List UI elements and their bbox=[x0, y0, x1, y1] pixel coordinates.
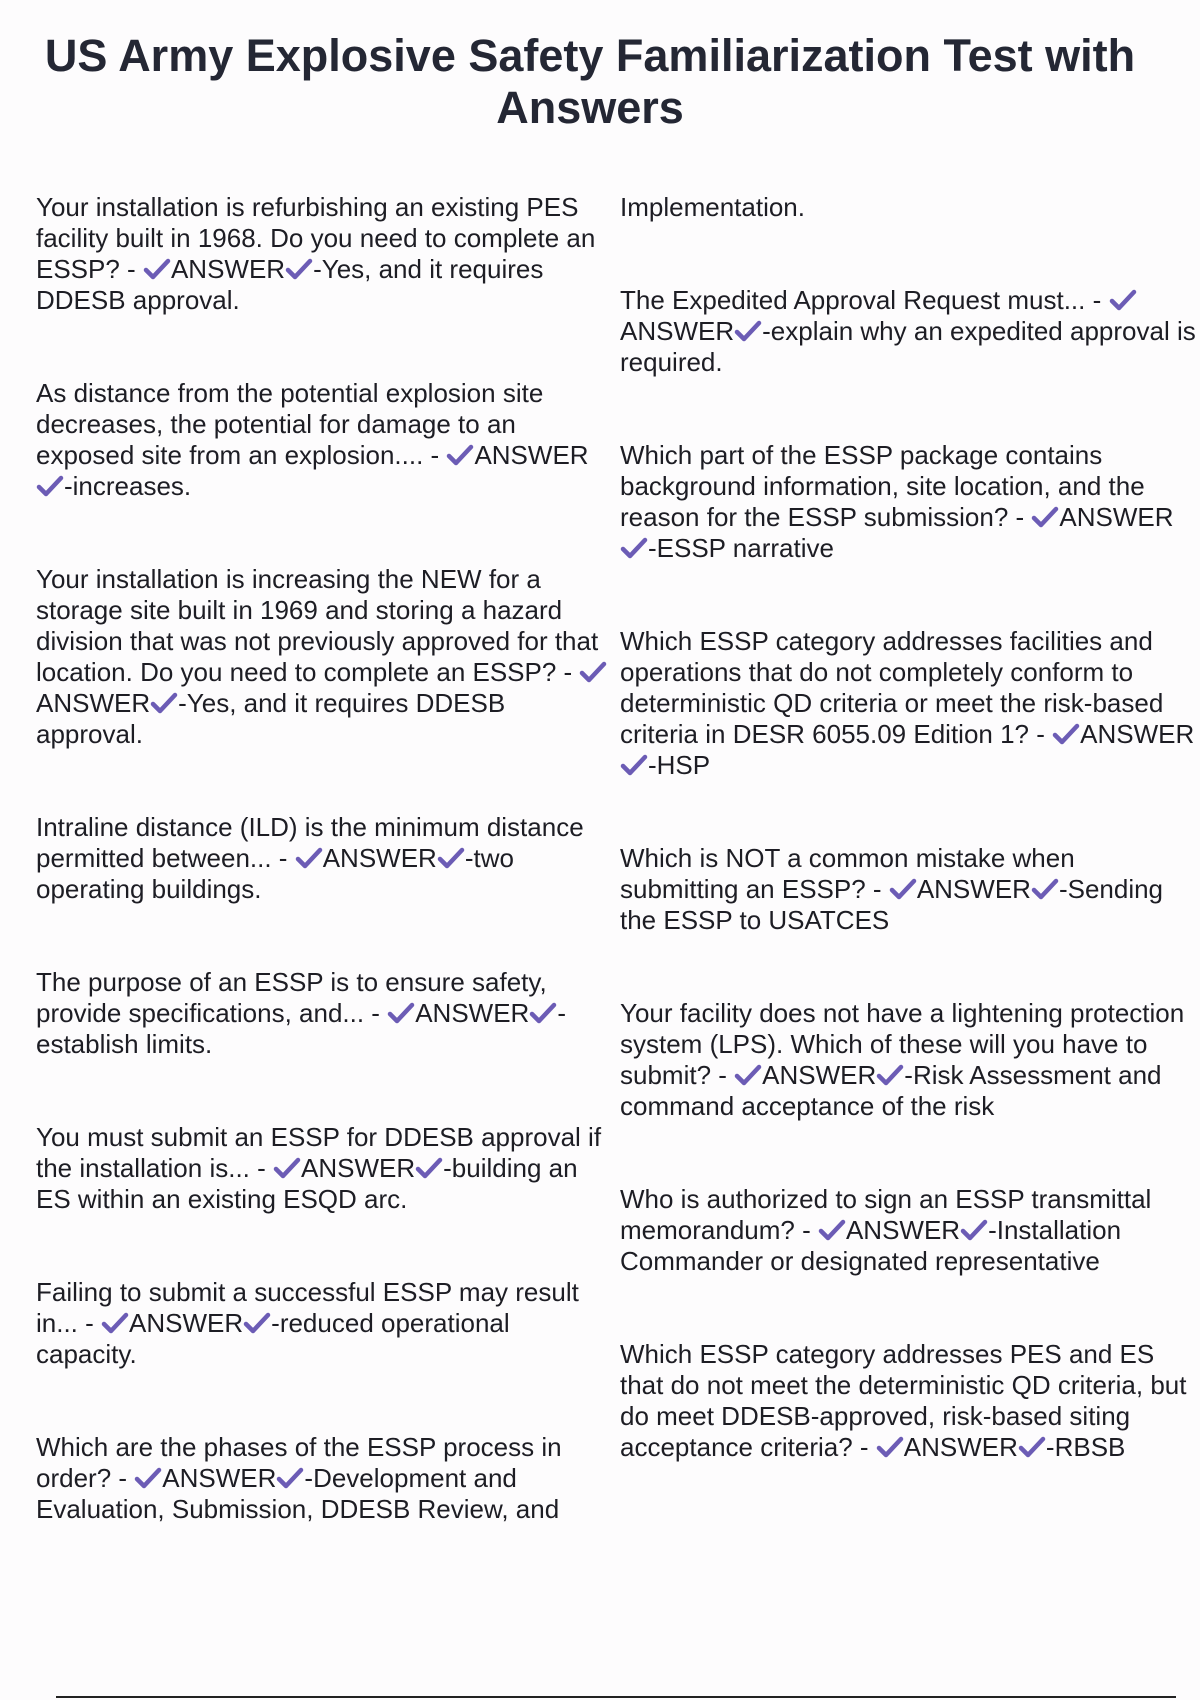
check-icon bbox=[960, 1219, 988, 1241]
question-text: The purpose of an ESSP is to ensure safety, provide specifications, and... - bbox=[36, 967, 547, 1028]
question-text: As distance from the potential explosion site decreases, the potential for damage to an exposed site from an explosion.... - bbox=[36, 378, 544, 470]
answer-label: ANSWER bbox=[415, 998, 530, 1028]
check-icon bbox=[1031, 506, 1059, 528]
check-icon bbox=[273, 1157, 301, 1179]
answer-text: -Yes, and it requires DDESB approval. bbox=[36, 688, 506, 749]
check-icon bbox=[620, 537, 648, 559]
qa-item bbox=[36, 564, 611, 750]
right-column bbox=[620, 192, 1196, 1525]
answer-text: -two operating buildings. bbox=[36, 843, 514, 904]
question-text: Who is authorized to sign an ESSP transmittal memorandum? - bbox=[620, 1184, 1152, 1245]
check-icon bbox=[243, 1312, 271, 1334]
answer-label: ANSWER bbox=[845, 1215, 961, 1245]
continuation-text: Implementation. bbox=[620, 192, 805, 222]
check-icon bbox=[734, 320, 762, 342]
answer-text: -explain why an expedited approval is required. bbox=[620, 316, 1196, 377]
qa-item bbox=[620, 285, 1196, 378]
page-title: US Army Explosive Safety Familiarization Test with Answers bbox=[44, 30, 1136, 133]
answer-text: -Yes, and it requires DDESB approval. bbox=[36, 254, 544, 315]
qa-item bbox=[36, 967, 611, 1060]
check-icon bbox=[620, 754, 648, 776]
answer-label: ANSWER bbox=[129, 1308, 244, 1338]
answer-label: ANSWER bbox=[162, 1463, 277, 1493]
left-column bbox=[36, 192, 611, 1587]
check-icon bbox=[387, 1002, 415, 1024]
qa-item bbox=[36, 1122, 611, 1215]
answer-label: ANSWER bbox=[36, 688, 151, 718]
check-icon bbox=[1052, 723, 1080, 745]
qa-item bbox=[620, 440, 1196, 564]
answer-text: -reduced operational capacity. bbox=[36, 1308, 510, 1369]
answer-text: -increases. bbox=[64, 471, 192, 501]
check-icon bbox=[889, 878, 917, 900]
question-text: Which ESSP category addresses PES and ES that do not meet the deterministic QD criteria, but do meet DDESB-approved, risk-based siting acceptance criteria? - bbox=[620, 1339, 1187, 1462]
answer-label: ANSWER bbox=[474, 440, 589, 470]
qa-item bbox=[36, 1277, 611, 1370]
check-icon bbox=[446, 444, 474, 466]
check-icon bbox=[415, 1157, 443, 1179]
answer-label: ANSWER bbox=[762, 1060, 877, 1090]
answer-label: ANSWER bbox=[903, 1432, 1018, 1462]
check-icon bbox=[1018, 1436, 1046, 1458]
answer-text: -RBSB bbox=[1045, 1432, 1126, 1462]
question-text: You must submit an ESSP for DDESB approval if the installation is... - bbox=[36, 1122, 602, 1183]
answer-label: ANSWER bbox=[916, 874, 1031, 904]
check-icon bbox=[734, 1064, 762, 1086]
check-icon bbox=[1031, 878, 1059, 900]
check-icon bbox=[101, 1312, 129, 1334]
answer-text: -building an ES within an existing ESQD arc. bbox=[36, 1153, 578, 1214]
question-text: The Expedited Approval Request must... - bbox=[620, 285, 1102, 315]
question-text: Failing to submit a successful ESSP may result in... - bbox=[36, 1277, 579, 1338]
check-icon bbox=[818, 1219, 846, 1241]
qa-item bbox=[36, 1432, 611, 1525]
answer-label: ANSWER bbox=[1059, 502, 1174, 532]
check-icon bbox=[437, 847, 465, 869]
footer-divider bbox=[56, 1696, 1176, 1698]
question-text: Your installation is increasing the NEW for a storage site built in 1969 and storing a hazard division that was not previously approved for that location. Do you need to complete an ESSP? - bbox=[36, 564, 599, 687]
check-icon bbox=[143, 258, 171, 280]
answer-text: -establish limits. bbox=[36, 998, 566, 1059]
answer-text: -Installation Commander or designated representative bbox=[620, 1215, 1122, 1276]
check-icon bbox=[529, 1002, 557, 1024]
check-icon bbox=[285, 258, 313, 280]
question-text: Your installation is refurbishing an existing PES facility built in 1968. Do you need to complete an ESSP? - bbox=[36, 192, 596, 284]
qa-item bbox=[36, 192, 611, 316]
qa-item bbox=[620, 1184, 1196, 1277]
qa-item bbox=[36, 812, 611, 905]
check-icon bbox=[36, 475, 64, 497]
answer-label: ANSWER bbox=[620, 316, 735, 346]
answer-text: -Risk Assessment and command acceptance of the risk bbox=[620, 1060, 1162, 1121]
question-text: Your facility does not have a lightening protection system (LPS). Which of these will you have to submit? - bbox=[620, 998, 1185, 1090]
question-text: Which part of the ESSP package contains background information, site location, and the reason for the ESSP submission? - bbox=[620, 440, 1145, 532]
check-icon bbox=[276, 1467, 304, 1489]
question-text: Which ESSP category addresses facilities and operations that do not completely conform to deterministic QD criteria or meet the risk-based criteria in DESR 6055.09 Edition 1? - bbox=[620, 626, 1164, 749]
answer-label: ANSWER bbox=[301, 1153, 416, 1183]
check-icon bbox=[1109, 289, 1137, 311]
qa-item bbox=[620, 998, 1196, 1122]
check-icon bbox=[579, 661, 607, 683]
answer-label: ANSWER bbox=[322, 843, 437, 873]
answer-text: -HSP bbox=[648, 750, 711, 780]
answer-text: -Development and Evaluation, Submission, DDESB Review, and bbox=[36, 1463, 560, 1524]
check-icon bbox=[876, 1436, 904, 1458]
question-text: Which is NOT a common mistake when submitting an ESSP? - bbox=[620, 843, 1075, 904]
answer-label: ANSWER bbox=[1080, 719, 1195, 749]
answer-label: ANSWER bbox=[170, 254, 286, 284]
qa-item bbox=[620, 626, 1196, 781]
check-icon bbox=[295, 847, 323, 869]
qa-item bbox=[620, 1339, 1196, 1463]
question-text: Which are the phases of the ESSP process in order? - bbox=[36, 1432, 562, 1493]
check-icon bbox=[876, 1064, 904, 1086]
check-icon bbox=[134, 1467, 162, 1489]
answer-text: -Sending the ESSP to USATCES bbox=[620, 874, 1164, 935]
qa-item bbox=[620, 843, 1196, 936]
qa-item bbox=[36, 378, 611, 502]
answer-text: -ESSP narrative bbox=[648, 533, 834, 563]
question-text: Intraline distance (ILD) is the minimum distance permitted between... - bbox=[36, 812, 584, 873]
check-icon bbox=[150, 692, 178, 714]
